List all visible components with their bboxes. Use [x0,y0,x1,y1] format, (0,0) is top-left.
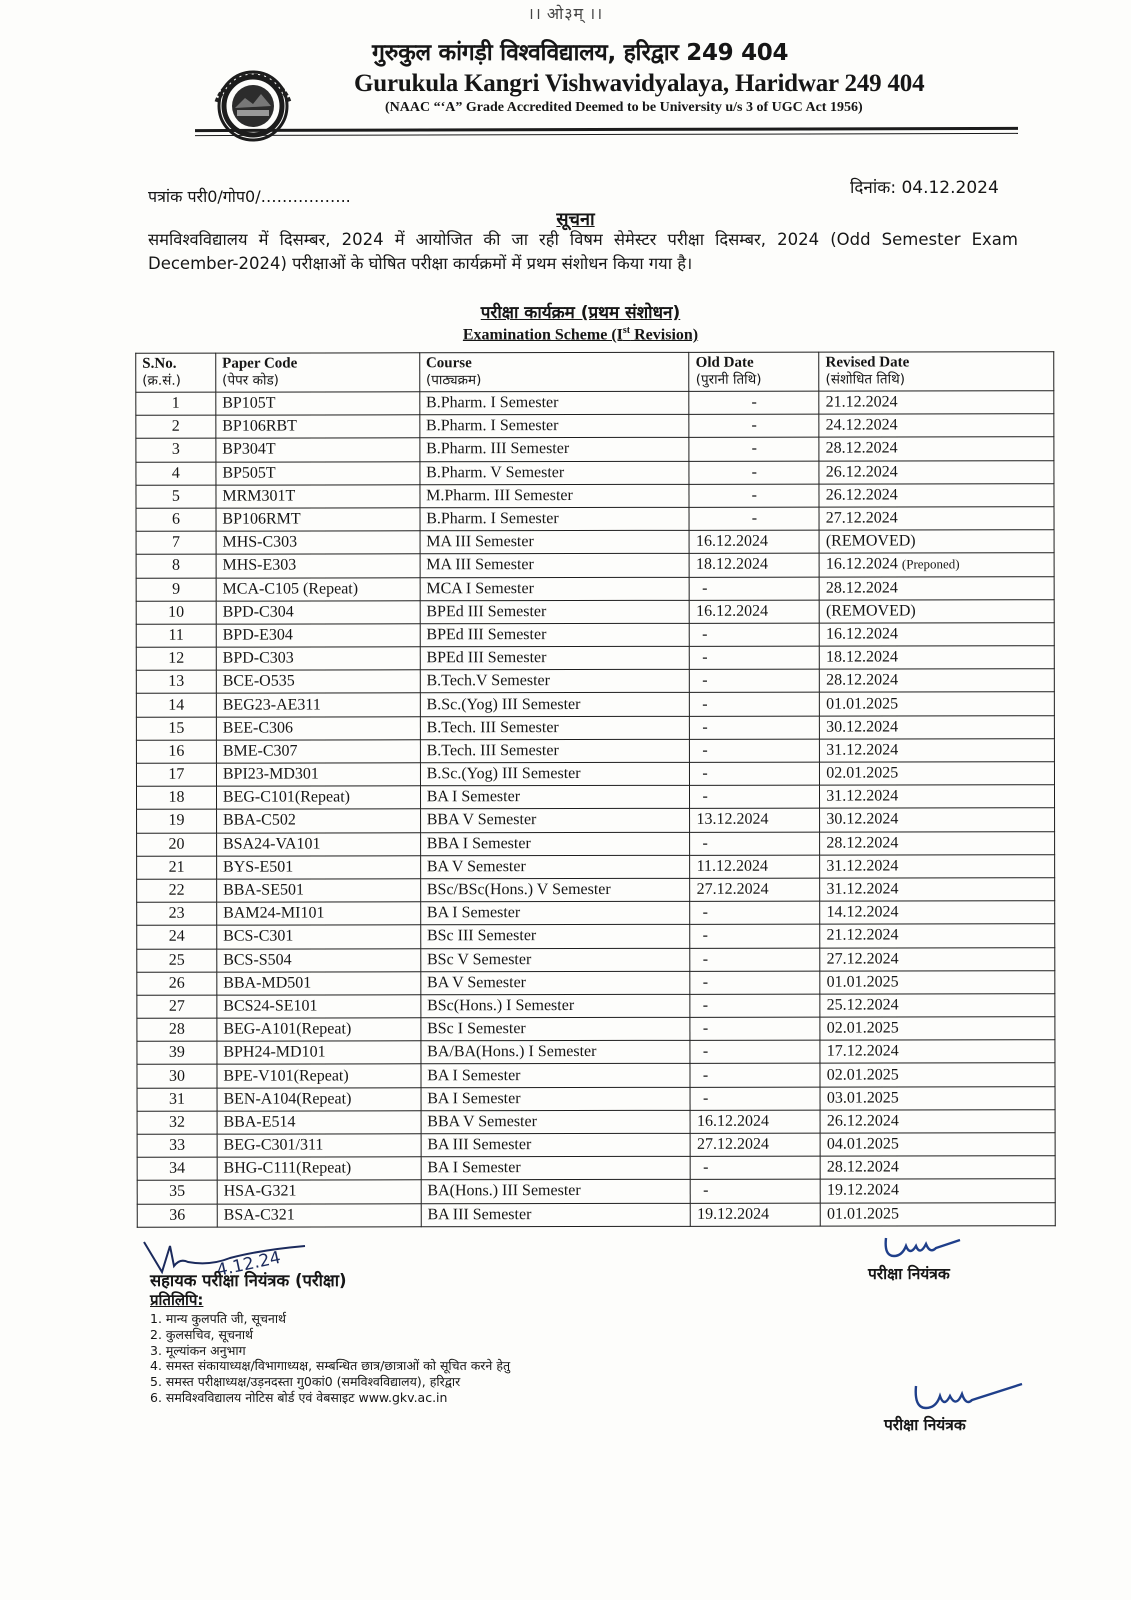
cell-sno: 32 [137,1111,217,1134]
cell-course: B.Pharm. I Semester [420,415,690,439]
cell-revised-date: 14.12.2024 [820,901,1055,925]
copy-to-list [150,1311,510,1406]
table-row [136,762,1054,787]
cell-revised-date: 02.01.2025 [820,1063,1055,1087]
cell-course: BBA I Semester [420,832,690,856]
table-row [137,831,1055,856]
table-row [137,970,1055,995]
table-row [137,1179,1055,1204]
cell-paper-code: BPE-V101(Repeat) [217,1064,421,1088]
cell-sno: 35 [137,1181,217,1204]
cell-revised-date: 26.12.2024 [820,1110,1055,1134]
table-row [136,599,1054,624]
cell-course: BBA V Semester [421,1110,691,1134]
cell-paper-code: BYS-E501 [217,856,421,880]
cell-revised-date: 25.12.2024 [820,994,1055,1018]
cell-revised-date: 01.01.2025 [820,970,1055,994]
cell-sno: 19 [137,810,217,833]
table-row [136,623,1054,648]
cell-revised-date: 16.12.2024 (Preponed) [819,553,1054,577]
cell-sno: 33 [137,1134,217,1157]
invocation-text: ।। ओ३म् ।। [527,6,604,23]
table-row [137,1133,1055,1158]
scheme-title-english: Examination Scheme (Ist Revision) [462,325,699,344]
cell-sno: 28 [137,1018,217,1041]
accreditation-text: (NAAC “‘A” Grade Accredited Deemed to be University u/s 3 of UGC Act 1956) [385,100,863,115]
cell-revised-date: 31.12.2024 [820,854,1055,878]
cell-revised-date: 21.12.2024 [819,391,1054,415]
table-row [137,1063,1055,1088]
cell-revised-date: 02.01.2025 [820,762,1055,786]
table-row [136,715,1054,740]
cell-paper-code: BEG-C301/311 [217,1134,421,1158]
table-row [137,1156,1055,1181]
cell-sno: 8 [136,554,216,577]
cell-paper-code: BBA-C502 [216,809,420,833]
copy-to-item: 1. मान्य कुलपति जी, सूचनार्थ [150,1311,287,1326]
cell-sno: 25 [137,949,217,972]
table-row [137,1110,1055,1135]
cell-old-date: - [691,1156,821,1179]
controller-signature-2 [910,1378,1030,1418]
cell-paper-code: BP105T [216,392,420,416]
cell-course: BPEd III Semester [420,646,690,670]
cell-sno: 21 [137,856,217,879]
cell-revised-date: 26.12.2024 [819,460,1054,484]
reference-number: पत्रांक परी0/गोप0/…………….. [148,187,351,206]
cell-revised-date: 03.01.2025 [820,1086,1055,1110]
cell-sno: 22 [137,879,217,902]
cell-revised-date: 18.12.2024 [820,646,1055,670]
table-row [136,739,1054,764]
cell-sno: 34 [137,1157,217,1180]
table-row [136,414,1054,439]
cell-paper-code: MHS-E303 [216,554,420,578]
cell-sno: 26 [137,972,217,995]
examination-schedule-table [135,351,1056,1227]
cell-paper-code: BP505T [216,461,420,485]
cell-course: BSc/BSc(Hons.) V Semester [420,878,690,902]
university-name-hindi: गुरुकुल कांगड़ी विश्वविद्यालय, हरिद्वार 249 404 [372,40,789,66]
cell-revised-date: 27.12.2024 [820,947,1055,971]
preponed-note: (Preponed) [901,556,960,572]
cell-course: BA III Semester [421,1203,691,1227]
assistant-controller-title: सहायक परीक्षा नियंत्रक (परीक्षा) [150,1271,347,1290]
cell-paper-code: MRM301T [216,485,420,509]
cell-sno: 11 [136,624,216,647]
cell-sno: 30 [137,1065,217,1088]
table-row [136,646,1054,671]
table-row [136,483,1054,508]
cell-course: BA V Semester [420,855,690,879]
cell-paper-code: MCA-C105 (Repeat) [216,577,420,601]
cell-old-date: - [689,437,819,460]
university-name-english: Gurukula Kangri Vishwavidyalaya, Haridwar 249 404 [354,70,925,97]
cell-old-date: - [690,762,820,785]
cell-old-date: - [690,971,820,994]
cell-course: BA III Semester [421,1133,691,1157]
cell-course: BA I Semester [421,1157,691,1181]
cell-old-date: 16.12.2024 [690,600,820,623]
table-row [137,924,1055,949]
cell-course: BSc I Semester [421,1017,691,1041]
cell-old-date: - [690,832,820,855]
table-row [137,1017,1055,1042]
cell-course: BA I Semester [421,1087,691,1111]
cell-revised-date: 31.12.2024 [820,878,1055,902]
cell-paper-code: BPD-C303 [216,647,420,671]
cell-revised-date: (REMOVED) [819,530,1054,554]
cell-course: B.Tech.V Semester [420,670,690,694]
cell-course: B.Sc.(Yog) III Semester [420,762,690,786]
cell-old-date: - [690,1087,820,1110]
cell-revised-date: 28.12.2024 [819,437,1054,461]
table-row [137,854,1055,879]
cell-old-date: - [690,901,820,924]
cell-old-date: - [690,1017,820,1040]
letter-date: दिनांक: 04.12.2024 [850,178,999,198]
cell-course: B.Pharm. III Semester [420,438,690,462]
table-row [137,947,1055,972]
svg-text:4.12.24: 4.12.24 [214,1247,283,1281]
cell-old-date: - [689,507,819,530]
copy-to-item: 6. समविश्वविद्यालय नोटिस बोर्ड एवं वेबसाइट www.gkv.ac.in [150,1389,448,1405]
cell-paper-code: BBA-SE501 [217,879,421,903]
cell-revised-date: 01.01.2025 [820,692,1055,716]
cell-sno: 6 [136,508,216,531]
cell-old-date: - [690,739,820,762]
header-paper-code: Paper Code (पेपर कोड) [216,353,420,392]
cell-revised-date: 01.01.2025 [820,1202,1055,1226]
cell-revised-date: 31.12.2024 [820,739,1055,763]
cell-revised-date: 21.12.2024 [820,924,1055,948]
table-row [136,437,1054,462]
cell-sno: 3 [136,439,216,462]
cell-old-date: 19.12.2024 [691,1203,821,1226]
cell-course: BSc(Hons.) I Semester [421,994,691,1018]
cell-course: B.Tech. III Semester [420,739,690,763]
cell-old-date: 27.12.2024 [691,1133,821,1156]
cell-revised-date: 19.12.2024 [820,1179,1055,1203]
cell-sno: 24 [137,925,217,948]
cell-old-date: - [690,693,820,716]
header-divider-thick [195,127,1018,132]
cell-course: B.Pharm. I Semester [420,507,690,531]
table-row [136,576,1054,601]
table-row [136,669,1054,694]
cell-old-date: 27.12.2024 [690,878,820,901]
cell-sno: 16 [136,740,216,763]
table-row [136,391,1054,416]
cell-revised-date: 30.12.2024 [820,715,1055,739]
cell-paper-code: BP304T [216,438,420,462]
cell-course: BBA V Semester [420,809,690,833]
cell-course: BA I Semester [421,1064,691,1088]
header-course: Course (पाठ्यक्रम) [419,352,689,391]
table-row [137,808,1055,833]
cell-old-date: - [689,391,819,414]
cell-sno: 7 [136,531,216,554]
cell-paper-code: BCS24-SE101 [217,995,421,1019]
table-row [137,1040,1055,1065]
cell-sno: 5 [136,485,216,508]
cell-course: BA(Hons.) III Semester [421,1180,691,1204]
notice-title: सूचना [556,209,595,230]
cell-sno: 2 [136,415,216,438]
cell-old-date: 18.12.2024 [690,553,820,576]
cell-course: BSc III Semester [420,925,690,949]
cell-paper-code: BSA24-VA101 [216,832,420,856]
table-row [136,692,1054,717]
cell-old-date: - [690,994,820,1017]
cell-revised-date: 16.12.2024 [819,623,1054,647]
table-row [137,901,1055,926]
cell-revised-date: 17.12.2024 [820,1040,1055,1064]
cell-old-date: - [690,948,820,971]
table-row [136,553,1054,578]
cell-revised-date: 02.01.2025 [820,1017,1055,1041]
cell-paper-code: BCE-O535 [216,670,420,694]
cell-sno: 31 [137,1088,217,1111]
table-row [137,994,1055,1019]
cell-sno: 23 [137,902,217,925]
cell-revised-date: 28.12.2024 [820,669,1055,693]
cell-old-date: - [690,669,820,692]
cell-paper-code: BEG-A101(Repeat) [217,1018,421,1042]
scheme-title-hindi: परीक्षा कार्यक्रम (प्रथम संशोधन) [480,303,681,323]
copy-to-item: 4. समस्त संकायाध्यक्ष/विभागाध्यक्ष, सम्बन्धित छात्र/छात्राओं को सूचित करने हेतु [150,1358,511,1374]
cell-sno: 20 [137,833,217,856]
cell-course: B.Pharm. I Semester [419,391,689,415]
table-row [137,878,1055,903]
cell-revised-date: 28.12.2024 [820,831,1055,855]
cell-course: BA V Semester [421,971,691,995]
cell-paper-code: BEG23-AE311 [216,693,420,717]
cell-revised-date: (REMOVED) [819,599,1054,623]
cell-old-date: - [689,484,819,507]
cell-paper-code: BME-C307 [216,740,420,764]
cell-sno: 39 [137,1041,217,1064]
header-sno: S.No. (क्र.सं.) [136,353,216,392]
cell-paper-code: MHS-C303 [216,531,420,555]
cell-sno: 15 [136,717,216,740]
cell-sno: 9 [136,578,216,601]
cell-old-date: - [689,414,819,437]
cell-old-date: 16.12.2024 [690,1110,820,1133]
cell-sno: 1 [136,392,216,415]
cell-sno: 10 [136,601,216,624]
cell-old-date: 16.12.2024 [689,530,819,553]
table-row [137,1086,1055,1111]
cell-course: BSc V Semester [420,948,690,972]
table-row [136,785,1054,810]
cell-sno: 12 [136,647,216,670]
cell-old-date: - [689,461,819,484]
controller-signature-1 [880,1230,970,1266]
cell-paper-code: BCS-S504 [217,948,421,972]
controller-title-2: परीक्षा नियंत्रक [884,1416,966,1434]
cell-revised-date: 04.01.2025 [820,1133,1055,1157]
cell-old-date: - [690,1040,820,1063]
header-revised-date: Revised Date (संशोधित तिथि) [819,352,1054,391]
cell-sno: 27 [137,995,217,1018]
table-row [136,507,1054,532]
copy-to-item: 5. समस्त परीक्षाध्यक्ष/उड़नदस्ता गु0कां0 (समविश्वविद्यालय), हरिद्वार [150,1374,461,1390]
cell-sno: 36 [137,1204,217,1227]
table-row [136,530,1054,555]
cell-old-date: - [690,1064,820,1087]
table-header-row [136,352,1054,393]
table-row [137,1202,1055,1227]
cell-paper-code: BPI23-MD301 [216,763,420,787]
cell-paper-code: BBA-MD501 [217,971,421,995]
cell-course: M.Pharm. III Semester [420,484,690,508]
cell-old-date: - [690,924,820,947]
cell-course: BA/BA(Hons.) I Semester [421,1041,691,1065]
cell-course: MA III Semester [420,554,690,578]
cell-old-date: - [690,716,820,739]
copy-to-title: प्रतिलिपि: [150,1291,204,1309]
cell-course: BA I Semester [420,901,690,925]
cell-paper-code: BEG-C101(Repeat) [216,786,420,810]
cell-sno: 18 [136,786,216,809]
cell-paper-code: BSA-C321 [217,1203,421,1227]
cell-paper-code: BP106RMT [216,508,420,532]
cell-paper-code: HSA-G321 [217,1180,421,1204]
cell-sno: 14 [136,694,216,717]
cell-paper-code: BAM24-MI101 [217,902,421,926]
cell-paper-code: BPD-C304 [216,600,420,624]
cell-paper-code: BEN-A104(Repeat) [217,1087,421,1111]
cell-revised-date: 26.12.2024 [819,483,1054,507]
cell-old-date: - [690,785,820,808]
cell-sno: 4 [136,462,216,485]
cell-course: MCA I Semester [420,577,690,601]
cell-course: BPEd III Semester [420,600,690,624]
cell-revised-date: 27.12.2024 [819,507,1054,531]
cell-course: BPEd III Semester [420,623,690,647]
cell-course: BA I Semester [420,786,690,810]
copy-to-item: 2. कुलसचिव, सूचनार्थ [150,1326,254,1342]
cell-paper-code: BPD-E304 [216,624,420,648]
header-divider-thin [195,133,1018,136]
header-old-date: Old Date (पुरानी तिथि) [689,352,819,391]
cell-course: B.Tech. III Semester [420,716,690,740]
cell-old-date: 13.12.2024 [690,808,820,831]
cell-old-date: - [690,646,820,669]
cell-course: B.Pharm. V Semester [420,461,690,485]
cell-revised-date: 31.12.2024 [820,785,1055,809]
cell-paper-code: BPH24-MD101 [217,1041,421,1065]
cell-paper-code: BEE-C306 [216,716,420,740]
cell-revised-date: 28.12.2024 [819,576,1054,600]
cell-sno: 17 [136,763,216,786]
cell-sno: 13 [136,670,216,693]
cell-course: MA III Semester [420,530,690,554]
cell-course: B.Sc.(Yog) III Semester [420,693,690,717]
cell-revised-date: 24.12.2024 [819,414,1054,438]
controller-title-1: परीक्षा नियंत्रक [868,1265,950,1283]
cell-paper-code: BCS-C301 [217,925,421,949]
cell-paper-code: BP106RBT [216,415,420,439]
cell-revised-date: 30.12.2024 [820,808,1055,832]
cell-paper-code: BHG-C111(Repeat) [217,1157,421,1181]
cell-old-date: - [691,1179,821,1202]
cell-old-date: 11.12.2024 [690,855,820,878]
cell-old-date: - [690,623,820,646]
copy-to-item: 3. मूल्यांकन अनुभाग [150,1342,246,1358]
table-row [136,460,1054,485]
cell-revised-date: 28.12.2024 [820,1156,1055,1180]
notice-body: समविश्वविद्यालय में दिसम्बर, 2024 में आयोजित की जा रही विषम सेमेस्टर परीक्षा दिसम्बर, 2024 (Odd Semester Exam December-2024) परीक्षाओं के घोषित परीक्षा कार्यक्रमों में प्रथम संशोधन किया गया है। [148,230,1018,273]
cell-paper-code: BBA-E514 [217,1111,421,1135]
cell-old-date: - [690,577,820,600]
